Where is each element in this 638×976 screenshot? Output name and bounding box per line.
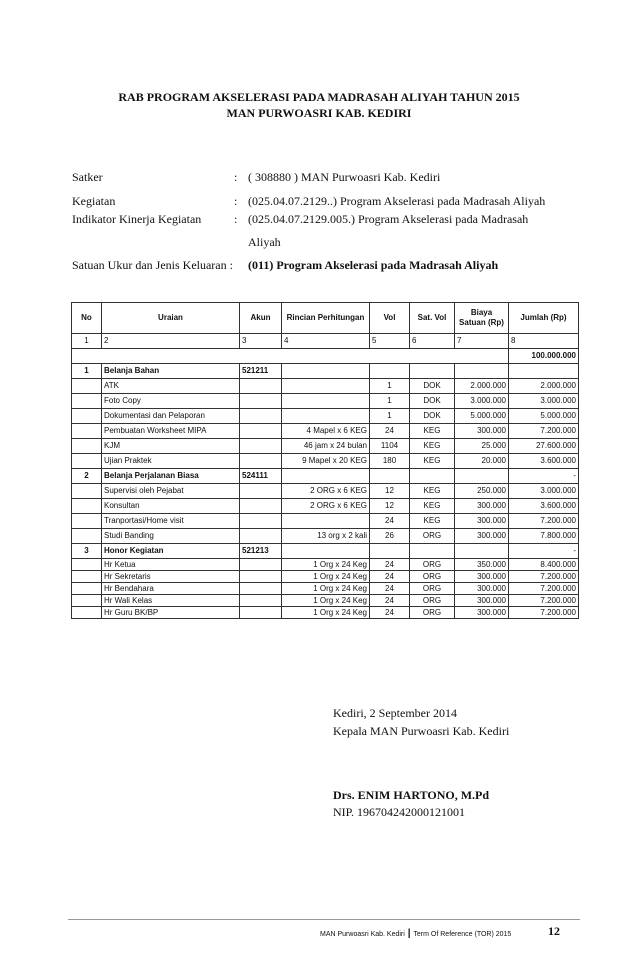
indikator-value: (025.04.07.2129.005.) Program Akselerasi pada Madrasah <box>248 212 529 226</box>
num-cell: 4 <box>282 334 370 349</box>
row-biaya: 300.000 <box>455 571 509 583</box>
row-no: 1 <box>72 364 102 379</box>
row-jumlah: 3.600.000 <box>509 499 579 514</box>
row-no <box>72 484 102 499</box>
row-biaya: 300.000 <box>455 607 509 619</box>
row-vol: 180 <box>370 454 410 469</box>
row-sat-vol: KEG <box>410 439 455 454</box>
num-cell: 2 <box>102 334 240 349</box>
row-no <box>72 454 102 469</box>
header-uraian: Uraian <box>102 303 240 334</box>
header-no: No <box>72 303 102 334</box>
row-biaya <box>455 364 509 379</box>
satuan-value: (011) Program Akselerasi pada Madrasah Aliyah <box>248 258 499 272</box>
row-rincian: 1 Org x 24 Keg <box>282 559 370 571</box>
signature-place-date: Kediri, 2 September 2014 <box>333 706 457 720</box>
row-vol: 12 <box>370 499 410 514</box>
page-number: 12 <box>548 924 560 938</box>
row-uraian: KJM <box>102 439 240 454</box>
row-vol: 24 <box>370 514 410 529</box>
row-jumlah <box>509 364 579 379</box>
row-akun <box>240 559 282 571</box>
row-sat-vol: ORG <box>410 595 455 607</box>
row-sat-vol: KEG <box>410 484 455 499</box>
row-rincian <box>282 544 370 559</box>
row-akun <box>240 439 282 454</box>
row-rincian <box>282 394 370 409</box>
row-jumlah: - <box>509 469 579 484</box>
total-row <box>72 349 579 364</box>
row-jumlah: 27.600.000 <box>509 439 579 454</box>
row-jumlah: 2.000.000 <box>509 379 579 394</box>
row-jumlah: 3.000.000 <box>509 484 579 499</box>
row-no: 3 <box>72 544 102 559</box>
num-cell: 7 <box>455 334 509 349</box>
row-jumlah: 7.200.000 <box>509 595 579 607</box>
row-vol: 1 <box>370 394 410 409</box>
table-row <box>72 514 579 529</box>
row-no <box>72 409 102 424</box>
footer-divider <box>68 919 580 920</box>
num-cell: 8 <box>509 334 579 349</box>
row-vol: 1104 <box>370 439 410 454</box>
row-uraian: ATK <box>102 379 240 394</box>
rab-table <box>71 302 579 619</box>
row-sat-vol <box>410 544 455 559</box>
row-biaya: 250.000 <box>455 484 509 499</box>
row-no <box>72 529 102 544</box>
table-group-row <box>72 364 579 379</box>
document-title: RAB PROGRAM AKSELERASI PADA MADRASAH ALIYAH TAHUN 2015 <box>118 90 520 104</box>
row-no <box>72 499 102 514</box>
row-akun <box>240 514 282 529</box>
row-akun <box>240 454 282 469</box>
document-subtitle: MAN PURWOASRI KAB. KEDIRI <box>226 106 412 120</box>
footer-school: MAN Purwoasri Kab. Kediri <box>320 931 405 938</box>
row-rincian: 13 org x 2 kali <box>282 529 370 544</box>
row-rincian: 9 Mapel x 20 KEG <box>282 454 370 469</box>
row-jumlah: 7.200.000 <box>509 514 579 529</box>
row-akun <box>240 595 282 607</box>
row-biaya: 300.000 <box>455 583 509 595</box>
row-biaya: 300.000 <box>455 499 509 514</box>
row-rincian: 1 Org x 24 Keg <box>282 607 370 619</box>
row-biaya: 2.000.000 <box>455 379 509 394</box>
row-no: 2 <box>72 469 102 484</box>
row-uraian: Ujian Praktek <box>102 454 240 469</box>
header-akun: Akun <box>240 303 282 334</box>
row-sat-vol: KEG <box>410 514 455 529</box>
row-uraian: Hr Wali Kelas <box>102 595 240 607</box>
satker-label: Satker <box>72 170 103 184</box>
row-akun <box>240 409 282 424</box>
row-vol: 24 <box>370 607 410 619</box>
row-rincian <box>282 379 370 394</box>
row-vol <box>370 469 410 484</box>
signature-name: Drs. ENIM HARTONO, M.Pd <box>333 788 490 802</box>
satuan-label: Satuan Ukur dan Jenis Keluaran : <box>72 258 233 272</box>
row-vol: 24 <box>370 595 410 607</box>
row-biaya: 5.000.000 <box>455 409 509 424</box>
kegiatan-value: (025.04.07.2129..) Program Akselerasi pada Madrasah Aliyah <box>248 194 546 208</box>
row-rincian: 2 ORG x 6 KEG <box>282 499 370 514</box>
row-uraian: Honor Kegiatan <box>102 544 240 559</box>
row-vol: 24 <box>370 424 410 439</box>
row-akun <box>240 394 282 409</box>
row-rincian: 46 jam x 24 bulan <box>282 439 370 454</box>
row-uraian: Hr Ketua <box>102 559 240 571</box>
row-sat-vol <box>410 469 455 484</box>
num-cell: 5 <box>370 334 410 349</box>
row-akun <box>240 379 282 394</box>
row-biaya: 3.000.000 <box>455 394 509 409</box>
row-jumlah: 8.400.000 <box>509 559 579 571</box>
row-biaya: 25.000 <box>455 439 509 454</box>
indikator-value-cont: Aliyah <box>248 235 281 249</box>
row-jumlah: 3.600.000 <box>509 454 579 469</box>
row-jumlah: 7.200.000 <box>509 424 579 439</box>
satker-value: ( 308880 ) MAN Purwoasri Kab. Kediri <box>248 170 441 184</box>
row-rincian <box>282 409 370 424</box>
header-sat-vol: Sat. Vol <box>410 303 455 334</box>
row-vol: 24 <box>370 559 410 571</box>
row-rincian: 1 Org x 24 Keg <box>282 595 370 607</box>
row-akun <box>240 484 282 499</box>
row-vol <box>370 544 410 559</box>
row-no <box>72 394 102 409</box>
row-rincian: 2 ORG x 6 KEG <box>282 484 370 499</box>
row-jumlah: 7.200.000 <box>509 571 579 583</box>
row-jumlah: 7.200.000 <box>509 583 579 595</box>
row-no <box>72 571 102 583</box>
table-row <box>72 424 579 439</box>
table-header-row <box>72 303 579 334</box>
row-sat-vol: DOK <box>410 379 455 394</box>
row-akun: 521211 <box>240 364 282 379</box>
kegiatan-label: Kegiatan <box>72 194 116 208</box>
table-row <box>72 484 579 499</box>
row-vol: 24 <box>370 583 410 595</box>
table-row <box>72 409 579 424</box>
indikator-label: Indikator Kinerja Kegiatan <box>72 212 202 226</box>
row-biaya: 300.000 <box>455 595 509 607</box>
row-rincian <box>282 514 370 529</box>
header-biaya: Biaya Satuan (Rp) <box>455 303 509 334</box>
row-jumlah: 3.000.000 <box>509 394 579 409</box>
row-akun <box>240 529 282 544</box>
row-no <box>72 607 102 619</box>
total-spacer <box>72 349 509 364</box>
table-row <box>72 454 579 469</box>
row-jumlah: 7.800.000 <box>509 529 579 544</box>
header-vol: Vol <box>370 303 410 334</box>
table-row <box>72 571 579 583</box>
table-row <box>72 559 579 571</box>
row-no <box>72 424 102 439</box>
row-no <box>72 559 102 571</box>
row-rincian: 1 Org x 24 Keg <box>282 571 370 583</box>
row-uraian: Konsultan <box>102 499 240 514</box>
row-sat-vol <box>410 364 455 379</box>
row-rincian: 4 Mapel x 6 KEG <box>282 424 370 439</box>
row-jumlah: 7.200.000 <box>509 607 579 619</box>
row-sat-vol: KEG <box>410 499 455 514</box>
row-biaya: 300.000 <box>455 514 509 529</box>
footer <box>320 928 511 939</box>
row-sat-vol: KEG <box>410 424 455 439</box>
row-no <box>72 514 102 529</box>
row-jumlah: 5.000.000 <box>509 409 579 424</box>
num-cell: 3 <box>240 334 282 349</box>
row-uraian: Belanja Bahan <box>102 364 240 379</box>
row-sat-vol: KEG <box>410 454 455 469</box>
table-group-row <box>72 544 579 559</box>
row-uraian: Supervisi oleh Pejabat <box>102 484 240 499</box>
row-no <box>72 439 102 454</box>
table-row <box>72 529 579 544</box>
row-vol: 12 <box>370 484 410 499</box>
row-vol: 1 <box>370 379 410 394</box>
num-cell: 6 <box>410 334 455 349</box>
row-vol: 1 <box>370 409 410 424</box>
row-no <box>72 583 102 595</box>
footer-doc-title: Term Of Reference (TOR) 2015 <box>413 931 512 938</box>
row-vol <box>370 364 410 379</box>
row-sat-vol: DOK <box>410 409 455 424</box>
row-uraian: Belanja Perjalanan Biasa <box>102 469 240 484</box>
row-akun <box>240 583 282 595</box>
header-jumlah: Jumlah (Rp) <box>509 303 579 334</box>
num-cell: 1 <box>72 334 102 349</box>
row-biaya <box>455 469 509 484</box>
signature-nip: NIP. 196704242000121001 <box>333 805 466 819</box>
row-no <box>72 379 102 394</box>
row-akun: 521213 <box>240 544 282 559</box>
row-biaya: 350.000 <box>455 559 509 571</box>
row-vol: 26 <box>370 529 410 544</box>
row-biaya: 20.000 <box>455 454 509 469</box>
row-akun <box>240 499 282 514</box>
table-row <box>72 607 579 619</box>
row-akun <box>240 607 282 619</box>
row-uraian: Hr Bendahara <box>102 583 240 595</box>
row-uraian: Studi Banding <box>102 529 240 544</box>
table-row <box>72 595 579 607</box>
table-row <box>72 439 579 454</box>
table-row <box>72 379 579 394</box>
signature-position: Kepala MAN Purwoasri Kab. Kediri <box>333 724 510 738</box>
row-no <box>72 595 102 607</box>
table-row <box>72 394 579 409</box>
header-rincian: Rincian Perhitungan <box>282 303 370 334</box>
row-biaya: 300.000 <box>455 424 509 439</box>
colon: : <box>234 194 238 208</box>
row-rincian: 1 Org x 24 Keg <box>282 583 370 595</box>
row-uraian: Foto Copy <box>102 394 240 409</box>
row-rincian <box>282 469 370 484</box>
table-row <box>72 499 579 514</box>
row-uraian: Hr Sekretaris <box>102 571 240 583</box>
footer-separator: | <box>407 928 411 939</box>
table-group-row <box>72 469 579 484</box>
colon: : <box>234 170 238 184</box>
row-sat-vol: ORG <box>410 571 455 583</box>
row-uraian: Pembuatan Worksheet MIPA <box>102 424 240 439</box>
row-vol: 24 <box>370 571 410 583</box>
row-uraian: Dokumentasi dan Pelaporan <box>102 409 240 424</box>
table-row <box>72 583 579 595</box>
row-sat-vol: ORG <box>410 529 455 544</box>
row-sat-vol: DOK <box>410 394 455 409</box>
row-jumlah: - <box>509 544 579 559</box>
row-sat-vol: ORG <box>410 607 455 619</box>
row-biaya <box>455 544 509 559</box>
colon: : <box>234 212 238 226</box>
row-sat-vol: ORG <box>410 559 455 571</box>
row-uraian: Hr Guru BK/BP <box>102 607 240 619</box>
row-akun <box>240 424 282 439</box>
numbering-row <box>72 334 579 349</box>
row-biaya: 300.000 <box>455 529 509 544</box>
row-akun <box>240 571 282 583</box>
row-akun: 524111 <box>240 469 282 484</box>
row-uraian: Tranportasi/Home visit <box>102 514 240 529</box>
row-rincian <box>282 364 370 379</box>
row-sat-vol: ORG <box>410 583 455 595</box>
total-amount: 100.000.000 <box>509 349 579 364</box>
